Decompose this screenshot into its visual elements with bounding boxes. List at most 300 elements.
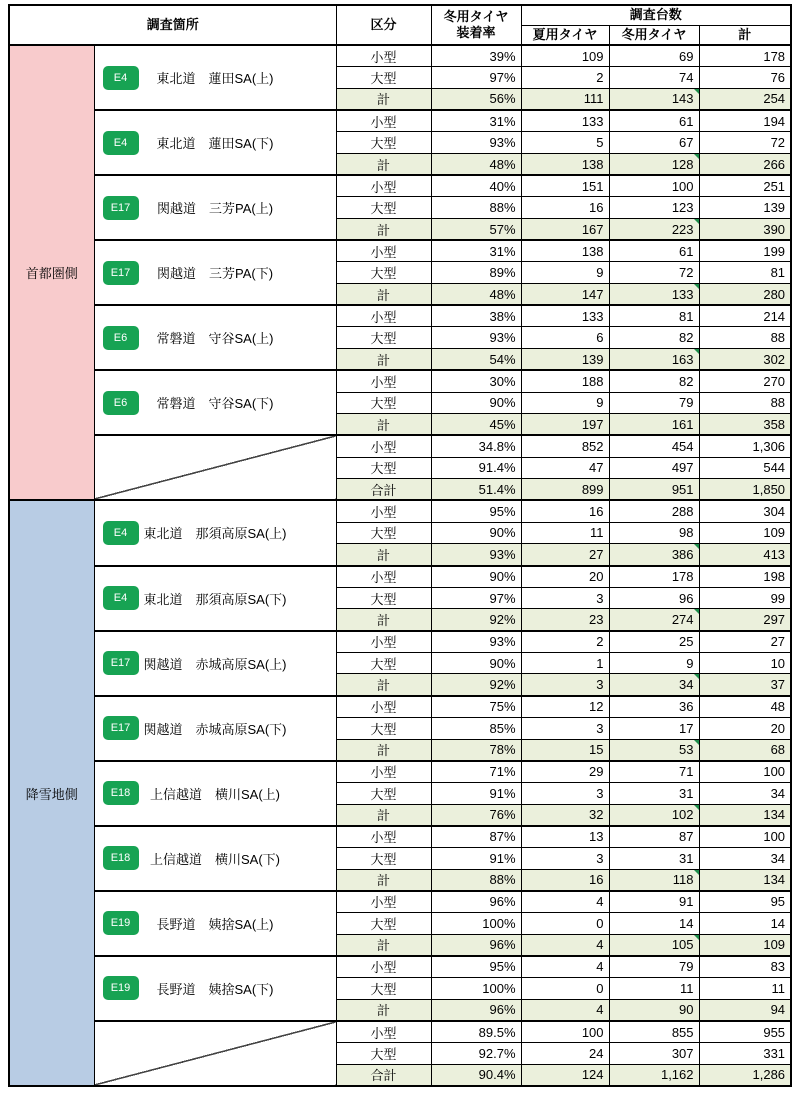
category-cell: 小型 bbox=[336, 631, 431, 653]
total-count-cell: 270 bbox=[699, 370, 791, 392]
total-count-cell: 1,850 bbox=[699, 479, 791, 501]
table-row bbox=[9, 45, 791, 67]
winter-count-cell: 72 bbox=[609, 262, 699, 284]
total-count-cell: 413 bbox=[699, 544, 791, 566]
location-name: 長野道 姨捨SA(上) bbox=[156, 916, 274, 932]
total-count-cell: 88 bbox=[699, 327, 791, 349]
total-count-cell: 194 bbox=[699, 110, 791, 132]
winter-count-cell: 25 bbox=[609, 631, 699, 653]
winter-rate-cell: 95% bbox=[431, 956, 521, 978]
category-cell: 大型 bbox=[336, 132, 431, 154]
table-row bbox=[9, 370, 791, 392]
location-name: 常磐道 守谷SA(下) bbox=[156, 396, 274, 412]
category-cell: 大型 bbox=[336, 327, 431, 349]
winter-rate-cell: 96% bbox=[431, 934, 521, 956]
cell-corner-marker-icon bbox=[694, 349, 699, 354]
route-badge: E4 bbox=[103, 521, 139, 545]
summer-count-cell: 4 bbox=[521, 891, 609, 913]
total-count-cell: 81 bbox=[699, 262, 791, 284]
category-cell: 計 bbox=[336, 999, 431, 1021]
category-cell: 計 bbox=[336, 674, 431, 696]
header-summer-tire: 夏用タイヤ bbox=[521, 25, 609, 45]
winter-rate-cell: 48% bbox=[431, 153, 521, 175]
summer-count-cell: 1 bbox=[521, 652, 609, 674]
category-cell: 計 bbox=[336, 544, 431, 566]
winter-count-cell: 100 bbox=[609, 175, 699, 197]
total-count-cell: 266 bbox=[699, 153, 791, 175]
summer-count-cell: 16 bbox=[521, 869, 609, 891]
winter-rate-cell: 45% bbox=[431, 414, 521, 436]
summer-count-cell: 32 bbox=[521, 804, 609, 826]
winter-count-cell: 61 bbox=[609, 240, 699, 262]
winter-count-cell: 133 bbox=[609, 284, 699, 306]
total-count-cell: 34 bbox=[699, 847, 791, 869]
table-row bbox=[9, 956, 791, 978]
winter-count-cell: 90 bbox=[609, 999, 699, 1021]
table-body bbox=[9, 45, 791, 1086]
summer-count-cell: 188 bbox=[521, 370, 609, 392]
category-cell: 計 bbox=[336, 804, 431, 826]
winter-count-cell: 105 bbox=[609, 934, 699, 956]
winter-count-cell: 178 bbox=[609, 566, 699, 588]
total-count-cell: 358 bbox=[699, 414, 791, 436]
summer-count-cell: 11 bbox=[521, 522, 609, 544]
winter-rate-cell: 89.5% bbox=[431, 1021, 521, 1043]
location-cell bbox=[94, 891, 336, 956]
total-count-cell: 100 bbox=[699, 761, 791, 783]
summer-count-cell: 9 bbox=[521, 392, 609, 414]
route-badge: E18 bbox=[103, 846, 139, 870]
winter-count-cell: 69 bbox=[609, 45, 699, 67]
route-badge: E19 bbox=[103, 976, 139, 1000]
winter-count-cell: 1,162 bbox=[609, 1064, 699, 1086]
total-count-cell: 11 bbox=[699, 978, 791, 1000]
category-cell: 小型 bbox=[336, 240, 431, 262]
route-badge: E19 bbox=[103, 911, 139, 935]
location-cell bbox=[94, 305, 336, 370]
category-cell: 大型 bbox=[336, 978, 431, 1000]
category-cell: 小型 bbox=[336, 566, 431, 588]
winter-rate-cell: 39% bbox=[431, 45, 521, 67]
table-row bbox=[9, 240, 791, 262]
winter-rate-cell: 95% bbox=[431, 500, 521, 522]
total-count-cell: 100 bbox=[699, 826, 791, 848]
winter-count-cell: 91 bbox=[609, 891, 699, 913]
winter-rate-cell: 76% bbox=[431, 804, 521, 826]
summer-count-cell: 2 bbox=[521, 631, 609, 653]
total-count-cell: 331 bbox=[699, 1043, 791, 1065]
winter-count-cell: 34 bbox=[609, 674, 699, 696]
category-cell: 大型 bbox=[336, 782, 431, 804]
total-count-cell: 34 bbox=[699, 782, 791, 804]
table-row bbox=[9, 500, 791, 522]
summer-count-cell: 24 bbox=[521, 1043, 609, 1065]
summer-count-cell: 4 bbox=[521, 956, 609, 978]
cell-corner-marker-icon bbox=[694, 740, 699, 745]
winter-count-cell: 14 bbox=[609, 913, 699, 935]
location-name: 東北道 蓮田SA(下) bbox=[156, 136, 274, 152]
winter-count-cell: 81 bbox=[609, 305, 699, 327]
summer-count-cell: 109 bbox=[521, 45, 609, 67]
location-cell bbox=[94, 696, 336, 761]
winter-count-cell: 143 bbox=[609, 88, 699, 110]
winter-count-cell: 118 bbox=[609, 869, 699, 891]
summer-count-cell: 133 bbox=[521, 305, 609, 327]
winter-count-cell: 82 bbox=[609, 370, 699, 392]
winter-count-cell: 386 bbox=[609, 544, 699, 566]
category-cell: 小型 bbox=[336, 500, 431, 522]
location-name: 関越道 赤城高原SA(下) bbox=[143, 721, 287, 737]
winter-count-cell: 223 bbox=[609, 219, 699, 241]
header-total: 計 bbox=[699, 25, 791, 45]
winter-rate-cell: 51.4% bbox=[431, 479, 521, 501]
category-cell: 計 bbox=[336, 153, 431, 175]
location-cell bbox=[94, 370, 336, 435]
winter-count-cell: 161 bbox=[609, 414, 699, 436]
category-cell: 計 bbox=[336, 219, 431, 241]
location-cell bbox=[94, 761, 336, 826]
summer-count-cell: 852 bbox=[521, 435, 609, 457]
winter-rate-cell: 38% bbox=[431, 305, 521, 327]
category-cell: 小型 bbox=[336, 110, 431, 132]
winter-count-cell: 288 bbox=[609, 500, 699, 522]
category-cell: 大型 bbox=[336, 197, 431, 219]
total-count-cell: 76 bbox=[699, 67, 791, 89]
winter-rate-cell: 96% bbox=[431, 891, 521, 913]
winter-rate-cell: 92% bbox=[431, 674, 521, 696]
category-cell: 小型 bbox=[336, 826, 431, 848]
cell-corner-marker-icon bbox=[694, 544, 699, 549]
category-cell: 計 bbox=[336, 284, 431, 306]
location-name: 東北道 那須高原SA(下) bbox=[143, 591, 287, 607]
winter-rate-cell: 78% bbox=[431, 739, 521, 761]
winter-rate-cell: 88% bbox=[431, 869, 521, 891]
winter-rate-cell: 88% bbox=[431, 197, 521, 219]
winter-count-cell: 274 bbox=[609, 609, 699, 631]
route-badge: E6 bbox=[103, 326, 139, 350]
total-count-cell: 109 bbox=[699, 934, 791, 956]
winter-rate-cell: 90% bbox=[431, 652, 521, 674]
route-badge: E4 bbox=[103, 586, 139, 610]
location-name: 関越道 赤城高原SA(上) bbox=[143, 656, 287, 672]
winter-count-cell: 497 bbox=[609, 457, 699, 479]
summer-count-cell: 133 bbox=[521, 110, 609, 132]
winter-rate-cell: 87% bbox=[431, 826, 521, 848]
table-row bbox=[9, 761, 791, 783]
summer-count-cell: 6 bbox=[521, 327, 609, 349]
winter-count-cell: 454 bbox=[609, 435, 699, 457]
category-cell: 計 bbox=[336, 739, 431, 761]
summer-count-cell: 899 bbox=[521, 479, 609, 501]
route-badge: E18 bbox=[103, 781, 139, 805]
location-name: 関越道 三芳PA(上) bbox=[156, 201, 274, 217]
summer-count-cell: 111 bbox=[521, 88, 609, 110]
category-cell: 小型 bbox=[336, 1021, 431, 1043]
winter-rate-cell: 31% bbox=[431, 110, 521, 132]
total-count-cell: 214 bbox=[699, 305, 791, 327]
total-count-cell: 390 bbox=[699, 219, 791, 241]
summer-count-cell: 3 bbox=[521, 587, 609, 609]
total-count-cell: 251 bbox=[699, 175, 791, 197]
cell-corner-marker-icon bbox=[694, 219, 699, 224]
location-cell bbox=[94, 240, 336, 305]
category-cell: 大型 bbox=[336, 1043, 431, 1065]
winter-rate-cell: 48% bbox=[431, 284, 521, 306]
location-name: 上信越道 横川SA(下) bbox=[150, 851, 281, 867]
summer-count-cell: 23 bbox=[521, 609, 609, 631]
total-count-cell: 178 bbox=[699, 45, 791, 67]
category-cell: 大型 bbox=[336, 262, 431, 284]
category-cell: 計 bbox=[336, 609, 431, 631]
winter-rate-cell: 92.7% bbox=[431, 1043, 521, 1065]
total-count-cell: 27 bbox=[699, 631, 791, 653]
winter-rate-cell: 90% bbox=[431, 522, 521, 544]
cell-corner-marker-icon bbox=[694, 870, 699, 875]
category-cell: 合計 bbox=[336, 1064, 431, 1086]
category-cell: 大型 bbox=[336, 587, 431, 609]
summer-count-cell: 13 bbox=[521, 826, 609, 848]
summer-count-cell: 47 bbox=[521, 457, 609, 479]
summer-count-cell: 3 bbox=[521, 717, 609, 739]
category-cell: 大型 bbox=[336, 847, 431, 869]
category-cell: 小型 bbox=[336, 761, 431, 783]
winter-count-cell: 163 bbox=[609, 349, 699, 371]
table-row bbox=[9, 1021, 791, 1043]
summer-count-cell: 124 bbox=[521, 1064, 609, 1086]
location-name: 東北道 蓮田SA(上) bbox=[156, 71, 274, 87]
location-cell bbox=[94, 110, 336, 175]
category-cell: 大型 bbox=[336, 457, 431, 479]
winter-rate-cell: 56% bbox=[431, 88, 521, 110]
category-cell: 計 bbox=[336, 88, 431, 110]
winter-count-cell: 61 bbox=[609, 110, 699, 132]
location-cell bbox=[94, 500, 336, 565]
winter-rate-cell: 90% bbox=[431, 392, 521, 414]
winter-count-cell: 98 bbox=[609, 522, 699, 544]
winter-count-cell: 102 bbox=[609, 804, 699, 826]
table-row bbox=[9, 826, 791, 848]
location-name: 関越道 三芳PA(下) bbox=[156, 266, 274, 282]
winter-count-cell: 74 bbox=[609, 67, 699, 89]
summer-count-cell: 16 bbox=[521, 197, 609, 219]
header-winter-rate-line2: 装着率 bbox=[456, 25, 496, 40]
winter-count-cell: 79 bbox=[609, 956, 699, 978]
category-cell: 計 bbox=[336, 349, 431, 371]
winter-count-cell: 31 bbox=[609, 847, 699, 869]
summer-count-cell: 16 bbox=[521, 500, 609, 522]
total-count-cell: 280 bbox=[699, 284, 791, 306]
summer-count-cell: 4 bbox=[521, 934, 609, 956]
winter-count-cell: 128 bbox=[609, 153, 699, 175]
route-badge: E17 bbox=[103, 196, 139, 220]
category-cell: 大型 bbox=[336, 652, 431, 674]
category-cell: 大型 bbox=[336, 717, 431, 739]
total-count-cell: 544 bbox=[699, 457, 791, 479]
winter-count-cell: 17 bbox=[609, 717, 699, 739]
total-count-cell: 1,306 bbox=[699, 435, 791, 457]
winter-rate-cell: 93% bbox=[431, 327, 521, 349]
winter-rate-cell: 91.4% bbox=[431, 457, 521, 479]
total-count-cell: 198 bbox=[699, 566, 791, 588]
location-cell bbox=[94, 566, 336, 631]
location-cell bbox=[94, 45, 336, 110]
total-count-cell: 134 bbox=[699, 804, 791, 826]
total-count-cell: 1,286 bbox=[699, 1064, 791, 1086]
winter-count-cell: 9 bbox=[609, 652, 699, 674]
table-row bbox=[9, 696, 791, 718]
category-cell: 小型 bbox=[336, 956, 431, 978]
winter-rate-cell: 96% bbox=[431, 999, 521, 1021]
category-cell: 小型 bbox=[336, 305, 431, 327]
category-cell: 小型 bbox=[336, 175, 431, 197]
winter-rate-cell: 91% bbox=[431, 847, 521, 869]
total-count-cell: 20 bbox=[699, 717, 791, 739]
table-row bbox=[9, 631, 791, 653]
location-name: 長野道 姨捨SA(下) bbox=[156, 981, 274, 997]
summer-count-cell: 5 bbox=[521, 132, 609, 154]
summer-count-cell: 29 bbox=[521, 761, 609, 783]
winter-rate-cell: 97% bbox=[431, 587, 521, 609]
summer-count-cell: 100 bbox=[521, 1021, 609, 1043]
table-row bbox=[9, 175, 791, 197]
winter-rate-cell: 91% bbox=[431, 782, 521, 804]
category-cell: 小型 bbox=[336, 435, 431, 457]
total-count-cell: 199 bbox=[699, 240, 791, 262]
winter-count-cell: 31 bbox=[609, 782, 699, 804]
cell-corner-marker-icon bbox=[694, 89, 699, 94]
category-cell: 小型 bbox=[336, 370, 431, 392]
winter-count-cell: 307 bbox=[609, 1043, 699, 1065]
route-badge: E4 bbox=[103, 66, 139, 90]
table-row bbox=[9, 891, 791, 913]
total-count-cell: 83 bbox=[699, 956, 791, 978]
winter-rate-cell: 85% bbox=[431, 717, 521, 739]
winter-rate-cell: 30% bbox=[431, 370, 521, 392]
winter-rate-cell: 75% bbox=[431, 696, 521, 718]
summer-count-cell: 27 bbox=[521, 544, 609, 566]
location-cell bbox=[94, 826, 336, 891]
winter-count-cell: 36 bbox=[609, 696, 699, 718]
header-location: 調査箇所 bbox=[9, 5, 336, 45]
header-category: 区分 bbox=[336, 5, 431, 45]
summer-count-cell: 139 bbox=[521, 349, 609, 371]
summer-count-cell: 9 bbox=[521, 262, 609, 284]
winter-rate-cell: 92% bbox=[431, 609, 521, 631]
cell-corner-marker-icon bbox=[694, 609, 699, 614]
cell-corner-marker-icon bbox=[694, 674, 699, 679]
total-count-cell: 99 bbox=[699, 587, 791, 609]
summer-count-cell: 167 bbox=[521, 219, 609, 241]
winter-rate-cell: 71% bbox=[431, 761, 521, 783]
total-count-cell: 14 bbox=[699, 913, 791, 935]
summer-count-cell: 12 bbox=[521, 696, 609, 718]
table-header bbox=[9, 5, 791, 45]
summer-count-cell: 20 bbox=[521, 566, 609, 588]
summer-count-cell: 0 bbox=[521, 913, 609, 935]
total-count-cell: 254 bbox=[699, 88, 791, 110]
cell-corner-marker-icon bbox=[694, 935, 699, 940]
total-count-cell: 302 bbox=[699, 349, 791, 371]
total-count-cell: 37 bbox=[699, 674, 791, 696]
total-count-cell: 72 bbox=[699, 132, 791, 154]
winter-rate-cell: 57% bbox=[431, 219, 521, 241]
winter-count-cell: 79 bbox=[609, 392, 699, 414]
winter-rate-cell: 34.8% bbox=[431, 435, 521, 457]
total-count-cell: 304 bbox=[699, 500, 791, 522]
category-cell: 計 bbox=[336, 414, 431, 436]
total-count-cell: 88 bbox=[699, 392, 791, 414]
winter-count-cell: 71 bbox=[609, 761, 699, 783]
winter-count-cell: 82 bbox=[609, 327, 699, 349]
cell-corner-marker-icon bbox=[694, 805, 699, 810]
location-cell bbox=[94, 956, 336, 1021]
subtotal-diagonal-cell bbox=[94, 435, 336, 500]
total-count-cell: 139 bbox=[699, 197, 791, 219]
table-row bbox=[9, 566, 791, 588]
location-name: 常磐道 守谷SA(上) bbox=[156, 331, 274, 347]
cell-corner-marker-icon bbox=[694, 154, 699, 159]
summer-count-cell: 0 bbox=[521, 978, 609, 1000]
category-cell: 計 bbox=[336, 869, 431, 891]
section-label: 首都圏側 bbox=[9, 45, 94, 500]
summer-count-cell: 197 bbox=[521, 414, 609, 436]
winter-count-cell: 951 bbox=[609, 479, 699, 501]
winter-rate-cell: 89% bbox=[431, 262, 521, 284]
total-count-cell: 94 bbox=[699, 999, 791, 1021]
table-row bbox=[9, 435, 791, 457]
summer-count-cell: 3 bbox=[521, 782, 609, 804]
total-count-cell: 10 bbox=[699, 652, 791, 674]
total-count-cell: 109 bbox=[699, 522, 791, 544]
total-count-cell: 955 bbox=[699, 1021, 791, 1043]
winter-tire-survey-table bbox=[8, 4, 792, 1087]
route-badge: E17 bbox=[103, 651, 139, 675]
summer-count-cell: 151 bbox=[521, 175, 609, 197]
summer-count-cell: 3 bbox=[521, 847, 609, 869]
location-name: 東北道 那須高原SA(上) bbox=[143, 526, 287, 542]
category-cell: 大型 bbox=[336, 392, 431, 414]
winter-rate-cell: 54% bbox=[431, 349, 521, 371]
location-cell bbox=[94, 631, 336, 696]
total-count-cell: 134 bbox=[699, 869, 791, 891]
winter-rate-cell: 93% bbox=[431, 544, 521, 566]
summer-count-cell: 15 bbox=[521, 739, 609, 761]
winter-rate-cell: 100% bbox=[431, 913, 521, 935]
winter-count-cell: 53 bbox=[609, 739, 699, 761]
winter-rate-cell: 100% bbox=[431, 978, 521, 1000]
cell-corner-marker-icon bbox=[694, 284, 699, 289]
route-badge: E6 bbox=[103, 391, 139, 415]
table-row bbox=[9, 110, 791, 132]
summer-count-cell: 138 bbox=[521, 240, 609, 262]
total-count-cell: 48 bbox=[699, 696, 791, 718]
total-count-cell: 297 bbox=[699, 609, 791, 631]
category-cell: 小型 bbox=[336, 891, 431, 913]
winter-rate-cell: 90.4% bbox=[431, 1064, 521, 1086]
winter-count-cell: 11 bbox=[609, 978, 699, 1000]
location-name: 上信越道 横川SA(上) bbox=[150, 786, 281, 802]
location-cell bbox=[94, 175, 336, 240]
summer-count-cell: 3 bbox=[521, 674, 609, 696]
route-badge: E4 bbox=[103, 131, 139, 155]
category-cell: 小型 bbox=[336, 696, 431, 718]
summer-count-cell: 4 bbox=[521, 999, 609, 1021]
header-winter-rate-line1: 冬用タイヤ bbox=[443, 8, 509, 24]
category-cell: 合計 bbox=[336, 479, 431, 501]
route-badge: E17 bbox=[103, 261, 139, 285]
winter-count-cell: 855 bbox=[609, 1021, 699, 1043]
winter-rate-cell: 97% bbox=[431, 67, 521, 89]
